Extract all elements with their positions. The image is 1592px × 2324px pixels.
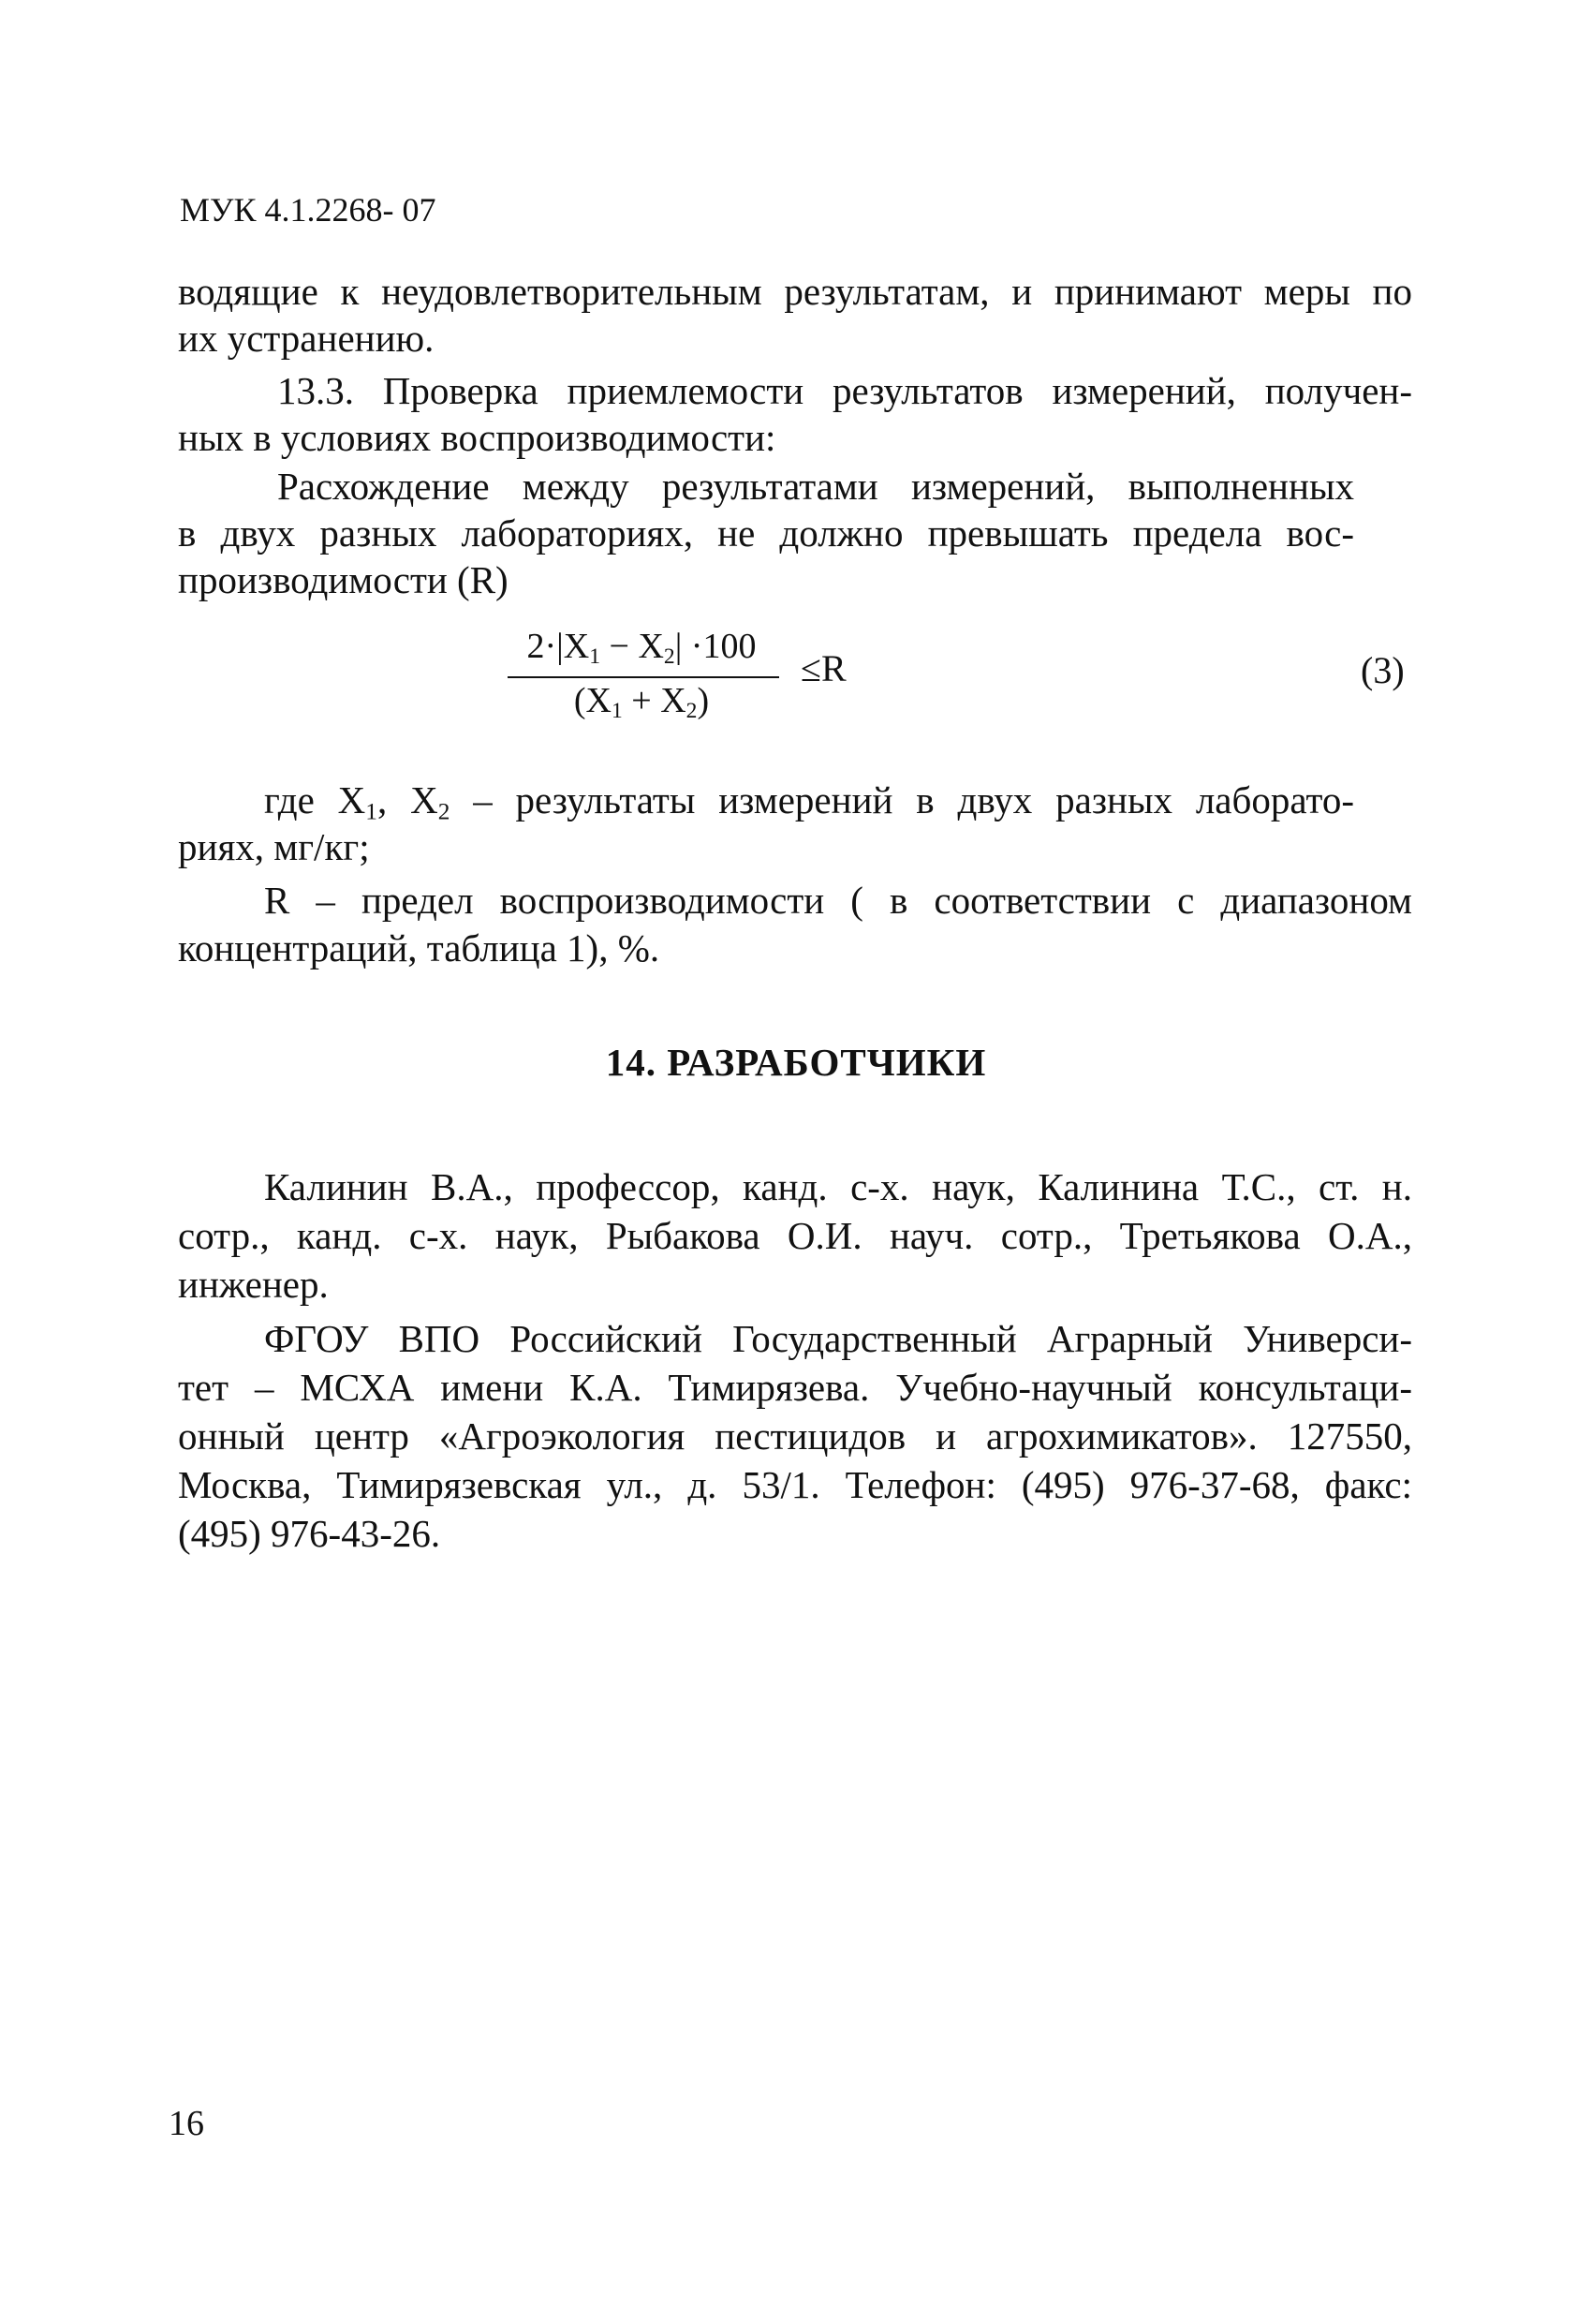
- section-14-title: 14. РАЗРАБОТЧИКИ: [605, 1041, 987, 1084]
- authors-line-1: Калинин В.А., профессор, канд. с-х. наук, Калинина Т.С., ст. н.: [264, 1165, 1412, 1208]
- formula-number: (3): [1361, 649, 1405, 691]
- section-13-3-heading-line-1: 13.3. Проверка приемлемости результатов измерений, получен-: [277, 369, 1412, 412]
- formula-numerator: $2\cdot|X_1 - X_2| \cdot 100$: [526, 627, 757, 669]
- org-line-4: Москва, Тимирязевская ул., д. 53/1. Телефон: (495) 976-37-68, факс:: [178, 1463, 1412, 1506]
- where-line-2: риях, мг/кг;: [178, 825, 370, 868]
- formula-fraction-bar: [508, 676, 779, 678]
- page-number: 16: [169, 2104, 204, 2143]
- section-13-3-para-line-2: в двух разных лабораториях, не должно превышать предела вос-: [178, 511, 1354, 555]
- formula-denominator: $(X_1 + X_2)$: [573, 681, 710, 723]
- r-definition-line-1: R – предел воспроизводимости ( в соответствии с диапазоном: [264, 879, 1412, 922]
- formula-relation: ≤R: [801, 647, 847, 689]
- authors-line-2: сотр., канд. с-х. наук, Рыбакова О.И. науч. сотр., Третьякова О.А.,: [178, 1214, 1412, 1257]
- continuation-line-1: водящие к неудовлетворительным результатам, и принимают меры по: [178, 270, 1412, 313]
- section-13-3-para-line-3: производимости (R): [178, 558, 509, 601]
- where-line-1: где $X_1$, $X_2$ – результаты измерений в двух разных лаборато-: [264, 778, 1354, 825]
- org-line-2: тет – МСХА имени К.А. Тимирязева. Учебно-научный консультаци-: [178, 1366, 1412, 1409]
- section-13-3-heading-line-2: ных в условиях воспроизводимости:: [178, 416, 776, 459]
- org-line-3: онный центр «Агроэкология пестицидов и агрохимикатов». 127550,: [178, 1414, 1412, 1458]
- r-definition-line-2: концентраций, таблица 1), %.: [178, 926, 660, 970]
- section-13-3-para-line-1: Расхождение между результатами измерений, выполненных: [277, 465, 1354, 508]
- org-line-5: (495) 976-43-26.: [178, 1512, 441, 1555]
- authors-line-3: инженер.: [178, 1263, 329, 1306]
- document-code-header: МУК 4.1.2268- 07: [180, 191, 436, 229]
- org-line-1: ФГОУ ВПО Российский Государственный Аграрный Универси-: [264, 1317, 1412, 1360]
- continuation-line-2: их устранению.: [178, 317, 435, 360]
